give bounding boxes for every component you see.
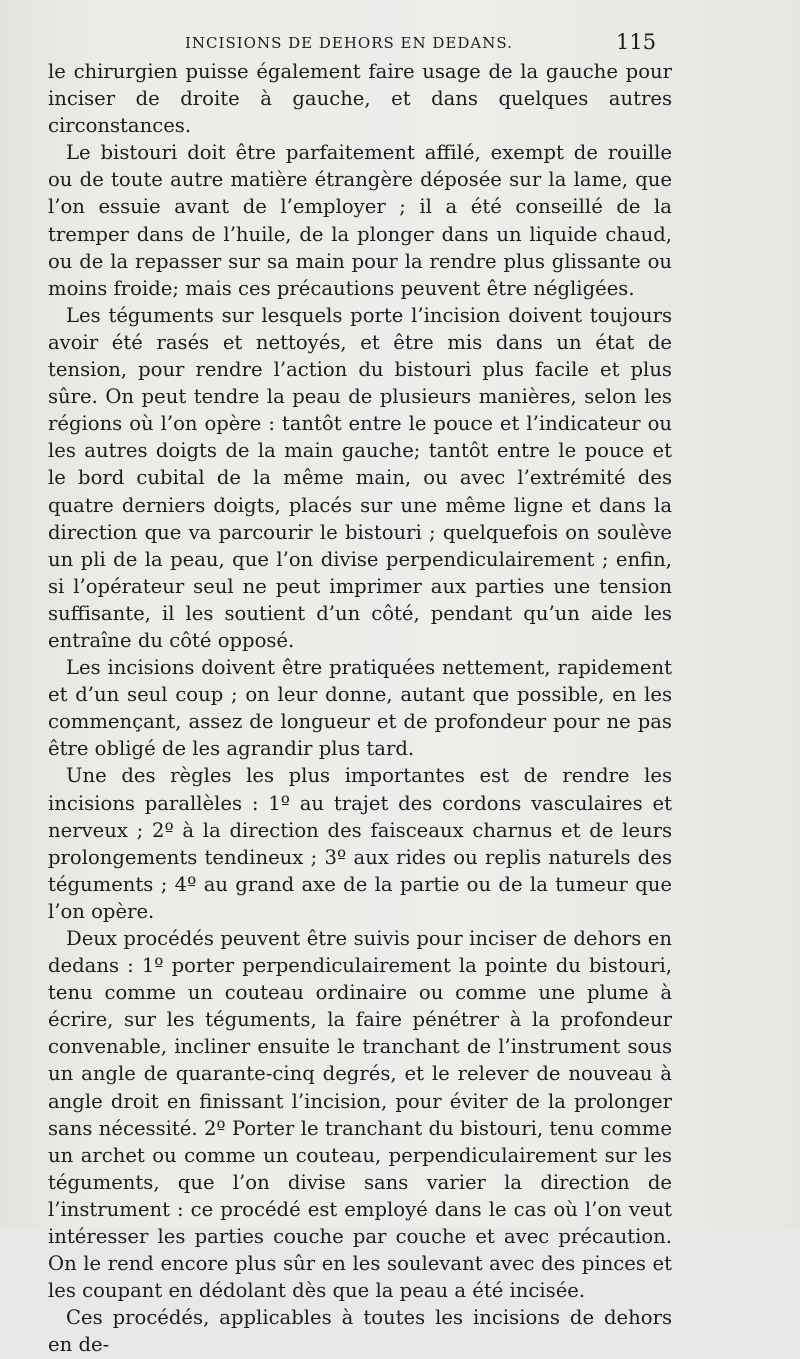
page-number: 115	[616, 30, 657, 54]
body-text	[48, 58, 672, 1359]
paragraph-bistouri: Le bistouri doit être parfaitement affilé, exempt de rouille ou de toute autre matière étrangère déposée sur la lame, que l’on essuie avant de l’employer ; il a été conseillé de la tremper dans de l’huile, de la plonger dans un liquide chaud, ou de la repasser sur sa main pour la rendre plus glissante ou moins froide; mais ces précautions peuvent être négligées.	[48, 141, 672, 300]
paragraph-procedes: Deux procédés peuvent être suivis pour inciser de dehors en dedans : 1º porter perpendiculairement la pointe du bistouri, tenu comme un couteau ordinaire ou comme une plume à écrire, sur les téguments, la faire pénétrer à la profondeur convenable, incliner ensuite le tranchant de l’instrument sous un angle de quarante-cinq degrés, et le relever de nouveau à angle droit en finissant l’incision, pour éviter de la prolonger sans nécessité. 2º Porter le tranchant du bistouri, tenu comme un archet ou comme un couteau, perpendiculairement sur les téguments, que l’on divise sans varier la direction de l’instrument : ce procédé est employé dans le cas où l’on veut intéresser les parties couche par couche et avec précaution. On le rend encore plus sûr en les soulevant avec des pinces et les coupant en dédolant dès que la peau a été incisée.	[48, 927, 672, 1303]
paragraph-final: Ces procédés, applicables à toutes les incisions de dehors en de-	[48, 1306, 672, 1357]
paragraph-teguments: Les téguments sur lesquels porte l’incision doivent toujours avoir été rasés et nettoyés, et être mis dans un état de tension, pour rendre l’action du bistouri plus facile et plus sûre. On peut tendre la peau de plusieurs manières, selon les régions où l’on opère : tantôt entre le pouce et l’indicateur ou les autres doigts de la main gauche; tantôt entre le pouce et le bord cubital de la même main, ou avec l’extrémité des quatre derniers doigts, placés sur une même ligne et dans la direction que va parcourir le bistouri ; quelquefois on soulève un pli de la peau, que l’on divise perpendiculairement ; enfin, si l’opérateur seul ne peut imprimer aux parties une tension suffisante, il les soutient d’un côté, pendant qu’un aide les entraîne du côté opposé.	[48, 303, 672, 652]
running-head: INCISIONS DE DEHORS EN DEDANS.	[185, 34, 513, 52]
paragraph-incisions: Les incisions doivent être pratiquées nettement, rapidement et d’un seul coup ; on leur donne, autant que possible, en les commençant, assez de longueur et de profondeur pour ne pas être obligé de les agrandir plus tard.	[48, 656, 672, 761]
page-header	[0, 30, 800, 60]
paragraph-regles: Une des règles les plus importantes est de rendre les incisions parallèles : 1º au trajet des cordons vasculaires et nerveux ; 2º à la direction des faisceaux charnus et de leurs prolongements tendineux ; 3º aux rides ou replis naturels des téguments ; 4º au grand axe de la partie ou de la tumeur que l’on opère.	[48, 764, 672, 923]
paragraph-continuation: le chirurgien puisse également faire usage de la gauche pour inciser de droite à gauche, et dans quelques autres circonstances.	[48, 60, 672, 138]
